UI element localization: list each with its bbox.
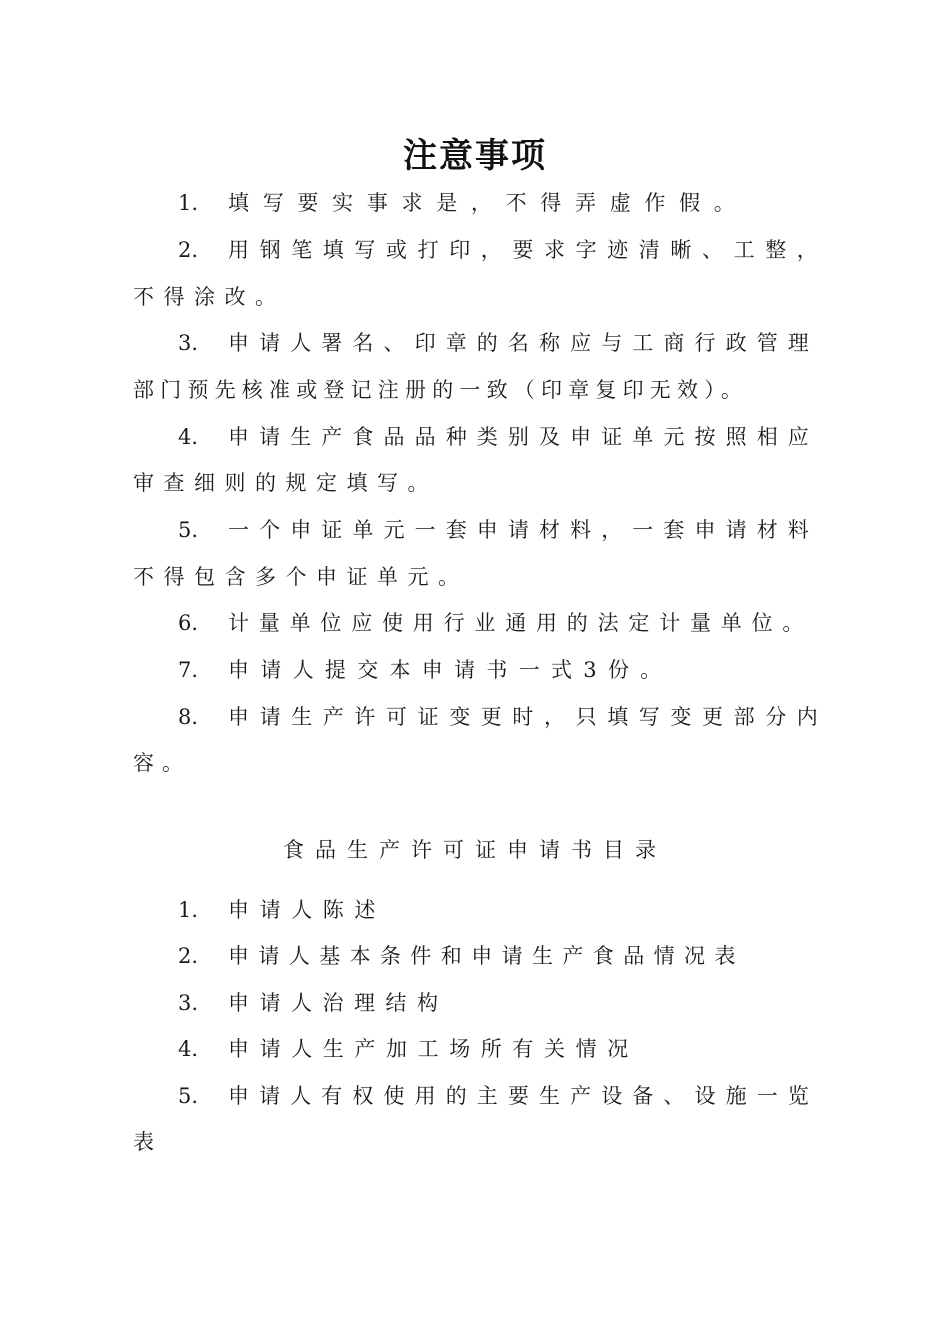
toc-text: 申请人陈述	[228, 898, 386, 922]
toc-title: 食品生产许可证申请书目录	[283, 838, 667, 862]
note-text: 填写要实事求是，不得弄虚作假。	[228, 191, 749, 215]
note-text: 申请人提交本申请书一式3份。	[228, 658, 673, 682]
toc-number: 4.	[178, 1037, 199, 1061]
note-text: 申请生产许可证变更时，只填写变更部分内	[228, 705, 829, 729]
toc-number: 2.	[178, 944, 199, 968]
note-number: 8.	[178, 705, 199, 729]
note-text: 申请人署名、印章的名称应与工商行政管理	[228, 331, 819, 355]
note-text-continued: 审查细则的规定填写。	[133, 471, 438, 495]
toc-number: 3.	[178, 991, 199, 1015]
note-text-continued: 不得包含多个申证单元。	[133, 565, 469, 589]
note-text: 申请生产食品品种类别及申证单元按照相应	[228, 425, 819, 449]
note-number: 7.	[178, 658, 199, 682]
note-text: 一个申证单元一套申请材料，一套申请材料	[228, 518, 819, 542]
note-text: 计量单位应使用行业通用的法定计量单位。	[228, 611, 814, 635]
note-number: 1.	[178, 191, 199, 215]
note-text-continued: 部门预先核准或登记注册的一致（印章复印无效）。	[133, 378, 749, 402]
page-title: 注意事项	[403, 136, 547, 176]
note-text: 用钢笔填写或打印，要求字迹清晰、工整，	[228, 238, 829, 262]
toc-text: 申请人基本条件和申请生产食品情况表	[228, 944, 745, 968]
toc-text-continued: 表	[133, 1130, 154, 1154]
toc-text: 申请人治理结构	[228, 991, 449, 1015]
note-text-continued: 容。	[133, 751, 191, 775]
note-number: 5.	[178, 518, 199, 542]
note-number: 3.	[178, 331, 199, 355]
toc-number: 5.	[178, 1084, 199, 1108]
note-text-continued: 不得涂改。	[133, 285, 286, 309]
toc-number: 1.	[178, 898, 199, 922]
note-number: 4.	[178, 425, 199, 449]
note-number: 6.	[178, 611, 199, 635]
note-number: 2.	[178, 238, 199, 262]
toc-text: 申请人生产加工场所有关情况	[228, 1037, 639, 1061]
toc-text: 申请人有权使用的主要生产设备、设施一览	[228, 1084, 819, 1108]
